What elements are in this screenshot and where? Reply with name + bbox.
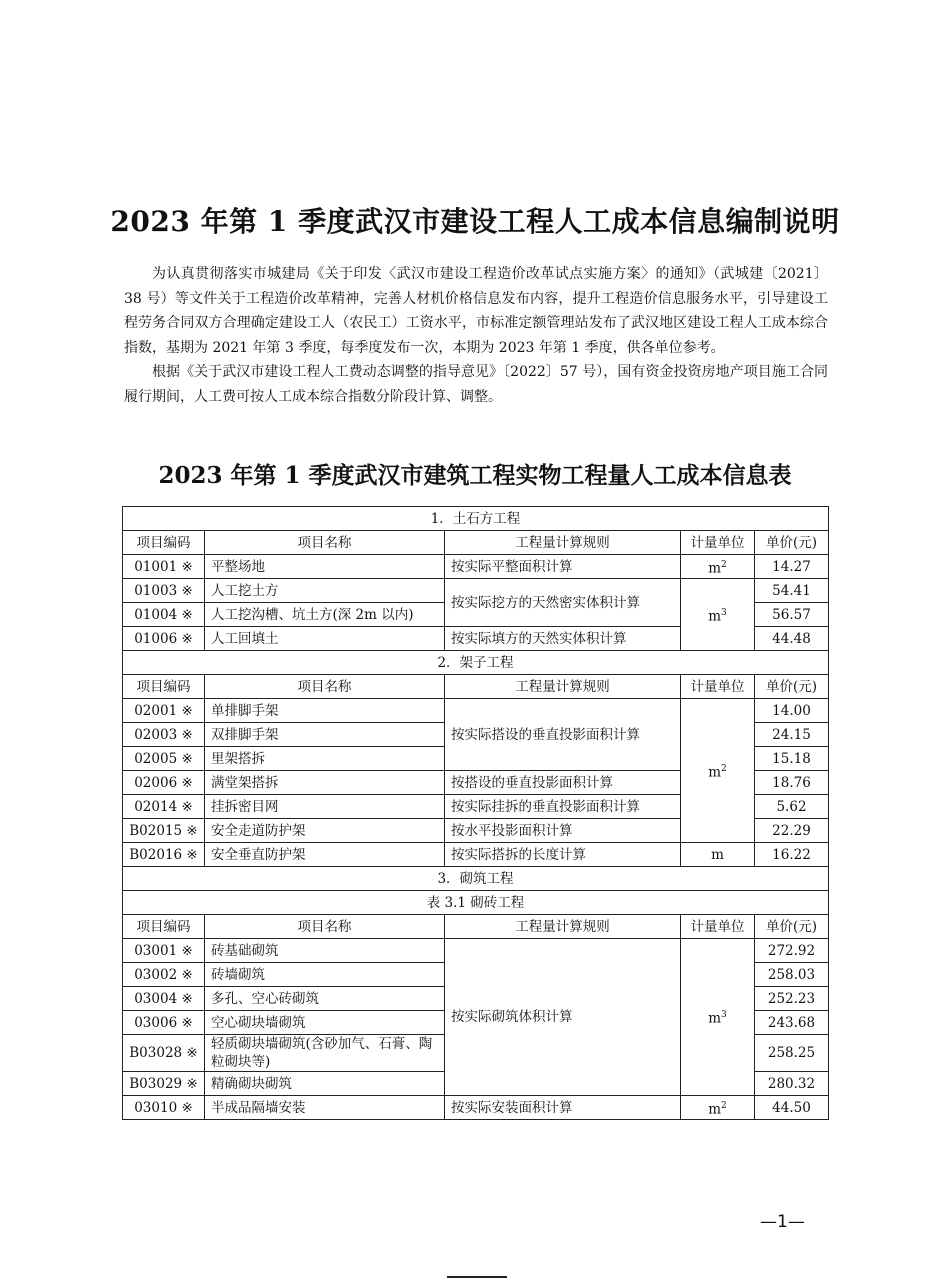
- section-title: 1．土石方工程: [123, 507, 829, 531]
- bottom-divider: [447, 1276, 507, 1278]
- cell-price: 44.50: [755, 1096, 829, 1120]
- cell-price: 258.03: [755, 963, 829, 987]
- cell-rule: 按水平投影面积计算: [445, 819, 681, 843]
- cell-price: 252.23: [755, 987, 829, 1011]
- cell-rule: 按实际搭设的垂直投影面积计算: [445, 699, 681, 771]
- column-header-row: [123, 675, 829, 699]
- cell-code: B03028 ※: [123, 1035, 205, 1072]
- subsection-header-row: [123, 891, 829, 915]
- cell-price: 16.22: [755, 843, 829, 867]
- unit-base: m: [708, 764, 722, 781]
- cell-code: 02006 ※: [123, 771, 205, 795]
- cell-price: 243.68: [755, 1011, 829, 1035]
- cell-rule: 按实际挖方的天然密实体积计算: [445, 579, 681, 627]
- cell-code: 02014 ※: [123, 795, 205, 819]
- header-rule: 工程量计算规则: [445, 675, 681, 699]
- cell-code: 03006 ※: [123, 1011, 205, 1035]
- unit-exponent: 3: [721, 607, 727, 618]
- cell-code: 02003 ※: [123, 723, 205, 747]
- cell-price: 24.15: [755, 723, 829, 747]
- page-number: —1—: [760, 1212, 805, 1232]
- cell-name: 挂拆密目网: [205, 795, 445, 819]
- intro-paragraph-2: 根据《关于武汉市建设工程人工费动态调整的指导意见》〔2022〕57 号），国有资金投资房地产项目施工合同履行期间，人工费可按人工成本综合指数分阶段计算、调整。: [124, 364, 828, 405]
- cell-name: 空心砌块墙砌筑: [205, 1011, 445, 1035]
- section-header-row: [123, 651, 829, 675]
- header-name: 项目名称: [205, 531, 445, 555]
- cell-unit: [681, 699, 755, 843]
- unit-exponent: 3: [721, 1010, 727, 1021]
- cell-rule: 按实际砌筑体积计算: [445, 939, 681, 1096]
- cell-name: 半成品隔墙安装: [205, 1096, 445, 1120]
- header-unit: 计量单位: [681, 915, 755, 939]
- cell-name: 砖墙砌筑: [205, 963, 445, 987]
- cell-rule: 按实际平整面积计算: [445, 555, 681, 579]
- unit-exponent: 2: [721, 1100, 727, 1111]
- cell-price: 258.25: [755, 1035, 829, 1072]
- cell-rule: 按实际挂拆的垂直投影面积计算: [445, 795, 681, 819]
- cell-rule: 按实际安装面积计算: [445, 1096, 681, 1120]
- cell-code: B03029 ※: [123, 1072, 205, 1096]
- cell-code: 01004 ※: [123, 603, 205, 627]
- cell-price: 56.57: [755, 603, 829, 627]
- header-code: 项目编码: [123, 915, 205, 939]
- cell-code: 01006 ※: [123, 627, 205, 651]
- header-unit: 计量单位: [681, 531, 755, 555]
- header-price: 单价(元): [755, 915, 829, 939]
- cell-name: 人工挖沟槽、坑土方(深 2m 以内): [205, 603, 445, 627]
- cell-unit: [681, 579, 755, 651]
- cell-code: 03010 ※: [123, 1096, 205, 1120]
- cell-code: 03002 ※: [123, 963, 205, 987]
- cell-code: 02005 ※: [123, 747, 205, 771]
- header-name: 项目名称: [205, 915, 445, 939]
- unit-base: m: [708, 1101, 722, 1118]
- cell-price: 5.62: [755, 795, 829, 819]
- unit-exponent: 2: [721, 763, 727, 774]
- cell-rule: 按实际搭拆的长度计算: [445, 843, 681, 867]
- unit-exponent: 2: [721, 559, 727, 570]
- cell-code: 03004 ※: [123, 987, 205, 1011]
- cell-name: 安全走道防护架: [205, 819, 445, 843]
- section-header-row: [123, 867, 829, 891]
- cell-code: 03001 ※: [123, 939, 205, 963]
- cell-rule: 按搭设的垂直投影面积计算: [445, 771, 681, 795]
- table-title: 2023 年第 1 季度武汉市建筑工程实物工程量人工成本信息表: [158, 462, 792, 489]
- table-row: [123, 1096, 829, 1120]
- cell-code: 02001 ※: [123, 699, 205, 723]
- unit-base: m: [708, 608, 722, 625]
- cell-name: 满堂架搭拆: [205, 771, 445, 795]
- header-rule: 工程量计算规则: [445, 915, 681, 939]
- header-price: 单价(元): [755, 531, 829, 555]
- section-header-row: [123, 507, 829, 531]
- cell-name: 人工回填土: [205, 627, 445, 651]
- cell-name: 多孔、空心砖砌筑: [205, 987, 445, 1011]
- document-title: 2023 年第 1 季度武汉市建设工程人工成本信息编制说明: [110, 205, 840, 238]
- header-unit: 计量单位: [681, 675, 755, 699]
- section-title: 3．砌筑工程: [123, 867, 829, 891]
- header-name: 项目名称: [205, 675, 445, 699]
- table-row: [123, 699, 829, 723]
- header-code: 项目编码: [123, 675, 205, 699]
- cell-name: 单排脚手架: [205, 699, 445, 723]
- cell-code: B02015 ※: [123, 819, 205, 843]
- cell-price: 15.18: [755, 747, 829, 771]
- subsection-title: 表 3.1 砌砖工程: [123, 891, 829, 915]
- cell-price: 272.92: [755, 939, 829, 963]
- cell-price: 22.29: [755, 819, 829, 843]
- table-row: [123, 939, 829, 963]
- cell-unit: m: [681, 843, 755, 867]
- unit-base: m: [708, 560, 722, 577]
- cell-name: 平整场地: [205, 555, 445, 579]
- header-code: 项目编码: [123, 531, 205, 555]
- column-header-row: [123, 915, 829, 939]
- cell-name: 安全垂直防护架: [205, 843, 445, 867]
- cell-name: 双排脚手架: [205, 723, 445, 747]
- cell-price: 14.27: [755, 555, 829, 579]
- intro-paragraph-1: 为认真贯彻落实市城建局《关于印发〈武汉市建设工程造价改革试点实施方案〉的通知》（武城建〔2021〕38 号）等文件关于工程造价改革精神，完善人材机价格信息发布内容，提升工程造价信息服务水平，引导建设工程劳务合同双方合理确定建设工人（农民工）工资水平，市标准定额管理站发布了武汉地区建设工程人工成本综合指数，基期为 2021 年第 3 季度，每季度发布一次，本期为 2023 年第 1 季度，供各单位参考。: [124, 266, 828, 356]
- cell-rule: 按实际填方的天然实体积计算: [445, 627, 681, 651]
- cell-name: 人工挖土方: [205, 579, 445, 603]
- cell-unit: [681, 1096, 755, 1120]
- cell-name: 轻质砌块墙砌筑(含砂加气、石膏、陶粒砌块等): [205, 1035, 445, 1072]
- cell-name: 里架搭拆: [205, 747, 445, 771]
- cell-code: 01003 ※: [123, 579, 205, 603]
- unit-base: m: [708, 1010, 722, 1027]
- cell-name: 精确砌块砌筑: [205, 1072, 445, 1096]
- cell-code: 01001 ※: [123, 555, 205, 579]
- header-price: 单价(元): [755, 675, 829, 699]
- cell-unit: [681, 555, 755, 579]
- section-title: 2．架子工程: [123, 651, 829, 675]
- labor-cost-table: [122, 506, 829, 1120]
- cell-price: 14.00: [755, 699, 829, 723]
- table-row: [123, 843, 829, 867]
- cell-price: 18.76: [755, 771, 829, 795]
- cell-price: 280.32: [755, 1072, 829, 1096]
- cell-price: 54.41: [755, 579, 829, 603]
- intro-text: [124, 262, 828, 409]
- cell-price: 44.48: [755, 627, 829, 651]
- cell-code: B02016 ※: [123, 843, 205, 867]
- table-row: [123, 555, 829, 579]
- cell-unit: [681, 939, 755, 1096]
- column-header-row: [123, 531, 829, 555]
- table-row: [123, 579, 829, 603]
- header-rule: 工程量计算规则: [445, 531, 681, 555]
- cell-name: 砖基础砌筑: [205, 939, 445, 963]
